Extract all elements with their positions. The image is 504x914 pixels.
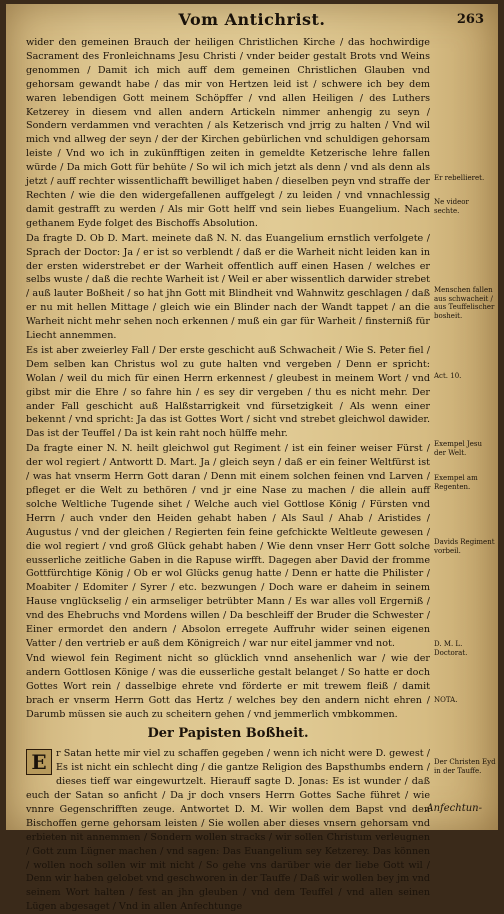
running-head: Vom Antichrist. <box>178 10 326 29</box>
paragraph-david: Vnd wiewol fein Regiment nicht so glücklich vnnd ansehenlich war / wie der andern Gottlosen Könige / was die eusserliche gestalt belanget / So hatte er doch Gottes Wort rein / dasselbige ehrete vnd förderte er mit trewem fleiß / damit brach er vnserm Herrn Gott das Hertz / welches bey den andern nicht ehren / Darumb müssen sie auch zu scheitern gehen / vnd jemmerlich vmbkommen. <box>26 652 430 720</box>
paragraph-two-falls: Es ist aber zweierley Fall / Der erste geschicht auß Schwacheit / Wie S. Peter fiel / Dem selben kan Christus wol zu gute halten vnd vergeben / Denn er spricht: Wolan / weil du mich für einen Herrn erkennest / gleubest in meinem Wort / vnd gibst mir die Ehre / so fahre hin / es sey dir vergeben / thu es nicht mehr. Der ander Fall geschicht auß Halßstarrigkeit vnd fürsetzigkeit / Als wenn einer bekennt / vnd spricht: Ja das ist Gottes Wort / sicht vnd strebet gleichwol dawider. Das ist der Teuffel / Da ist kein raht noch hülffe mehr. <box>26 344 430 440</box>
initial-letter: E <box>26 749 52 775</box>
margin-note: Davids Regiment vorbeil. <box>434 538 495 555</box>
paragraph-oath: wider den gemeinen Brauch der heiligen Christlichen Kirche / das hochwirdige Sacrament des Fronleichnams Jesu Christi / vnder beider gestalt Brots vnd Weins genommen / Damit ich mich auff dem gemeinen Christlichen Glauben vnd gehorsam gewandt habe / das mir von Hertzen leid ist / schwere ich bey dem waren lebendigen Gott meinem Schöpffer / vnd allen Heiligen / des Luthers Ketzerey in diesem vnd allen andern Artickeln nimmer anhengig zu seyn / Sondern verdammen vnd verachten / als Ketzerisch vnd jrrig zu halten / Vnd wil mich vnd allweg der seyn / der der Kirchen gebürlichen vnd schuldigen gehorsam leiste / Vnd wo ich in zukünfftigen zeiten in gemeldte Ketzerische lehre fallen würde / Da mich Gott für behüte / So wil ich mich jetzt als denn / vnd als denn als jetzt / auff rechter wissentlichafft bewilliget haben / dieselben peyn vnd straffe der Rechten / wie die den widergefallenen auffgelegt / zu leiden / vnd vnnachlessig damit gestrafft zu werden / Als mir Gott helff vnd sein liebes Euangelium. Nach gethanem Eyde folget des Bischoffs Absolution. <box>26 37 430 229</box>
paragraph-satan <box>26 747 430 914</box>
catchword: Anfechtun- <box>426 803 482 814</box>
margin-note: Der Christen Eyd in der Tauffe. <box>434 758 496 775</box>
margin-note: Ne videor sechte. <box>434 198 469 215</box>
section-title: Der Papisten Boßheit. <box>147 726 309 742</box>
margin-note: Act. 10. <box>434 372 462 380</box>
margin-note: D. M. L. Doctorat. <box>434 640 468 657</box>
margin-note: Exempel am Regenten. <box>434 474 478 491</box>
page-number: 263 <box>456 12 484 27</box>
margin-note: Er rebellieret. <box>434 174 485 182</box>
margin-note: Menschen fallen aus schwacheit / aus Teuffelischer bosheit. <box>434 286 495 320</box>
paragraph-regiment: Da fragte einer N. N. heilt gleichwol gut Regiment / ist ein feiner weiser Fürst / der wol regiert / Antwortt D. Mart. Ja / gleich seyn / daß er ein feiner Weltfürst ist / was hat vnserm Herrn Gott daran / Denn mit einem solchen feinen vnd Larven / pfleget er die Welt zu bethören / vnd jr eine Nase zu machen / die allein auff solche Weltliche Tugende sihet / Welche auch viel Gottlose König / Fürsten vnd Herrn / auch vnder den Heiden gehabt haben / Als Saul / Ahab / Aristides / Augustus / vnd der gleichen / Regierten fein feine gefchickte Weltleute gewesen / die wol regiert / vnd groß Glück gehabt haben / Wie denn vnser Herr Gott solche eusserliche zeitliche Gaben in die Rapuse wirfft. Dagegen aber David der fromme Gottfürchtige König / Ob er wol Glücks genug hatte / Denn er hatte die Philister / Moabiter / Edomiter / Syrer / etc. bezwungen / Doch ware er daheim in seinem Hause vnglückselig / ein armseliger betrübter Mann / Es war alles voll Ergerniß / vnd des Ehebruchs vnd Mordens willen / Da beschleiff der Bruder die Schwester / Einer ermordet den andern / Absolon erregete Auffruhr wider seinen eigenen Vatter / den vertrieb er auß dem Königreich / war nur eitel jammer vnd not. <box>26 443 430 649</box>
paragraph-question: Da fragte D. Ob D. Mart. meinete daß N. N. das Euangelium ernstlich verfolgete / Sprach der Doctor: Ja / er ist so verblendt / daß er die Warheit nicht leiden kan in der ersten widerstrebet er der Warheit offentlich auff einen Hasen / welches er selbs wuste / daß die rechte Warheit ist / Weil er aber wissentlich darwider strebet / auß lauter Boßheit / so hat jhn Gott mit Blindheit vnd Wahnwitz geschlagen / daß er nu mit hellen Mittage / gleich wie ein Blinder nach der Wandt tappet / an die Warheit nicht mehr sehen noch erkennen / muß ein gar für Warheit / finsterniß für Liecht annemmen. <box>26 232 430 342</box>
book-page <box>6 4 498 913</box>
paragraph-satan-text: r Satan hette mir viel zu schaffen gegeben / wenn ich nicht were D. gewest / Es ist nicht ein schlecht ding / die gantze Religion des Bapsthumbs endern / dieses tieff war eingewurtzelt. Hierauff sagte D. Jonas: Es ist wunder / daß euch der Satan so anficht / Da jr doch vnsers Herrn Gottes Sache führet / wie vnnre Gegenschrifften zeuge. Antwortet D. M. Wir wollen dem Bapst vnd den Bischoffen gerne gehorsam leisten / Sie wollen aber dieses vnsern gehorsam vnd erbieten nit annemmen / Sondern wollen stracks / wir sollen Christum verleugnen / Gott zum Lügner machen / vnd sagen: Das Euangelium sey Ketzerey. Das können / wollen noch sollen wir mit nicht / So gehe vns darüber wie der liebe Gott wil / Denn wir haben gelobet vnd geschworen in der Tauffe / Daß wir wollen bey jm vnd seinem Wort halten / fest an jhn gleuben / vnd dem Teuffel / vnd allen seinen Lügen abgesaget / Vnd in allen Anfechtunge <box>26 748 430 913</box>
page-header <box>6 8 498 34</box>
margin-note: NOTA. <box>434 696 458 704</box>
main-text-column <box>26 36 430 914</box>
margin-note: Exempel Jesu der Welt. <box>434 440 482 457</box>
